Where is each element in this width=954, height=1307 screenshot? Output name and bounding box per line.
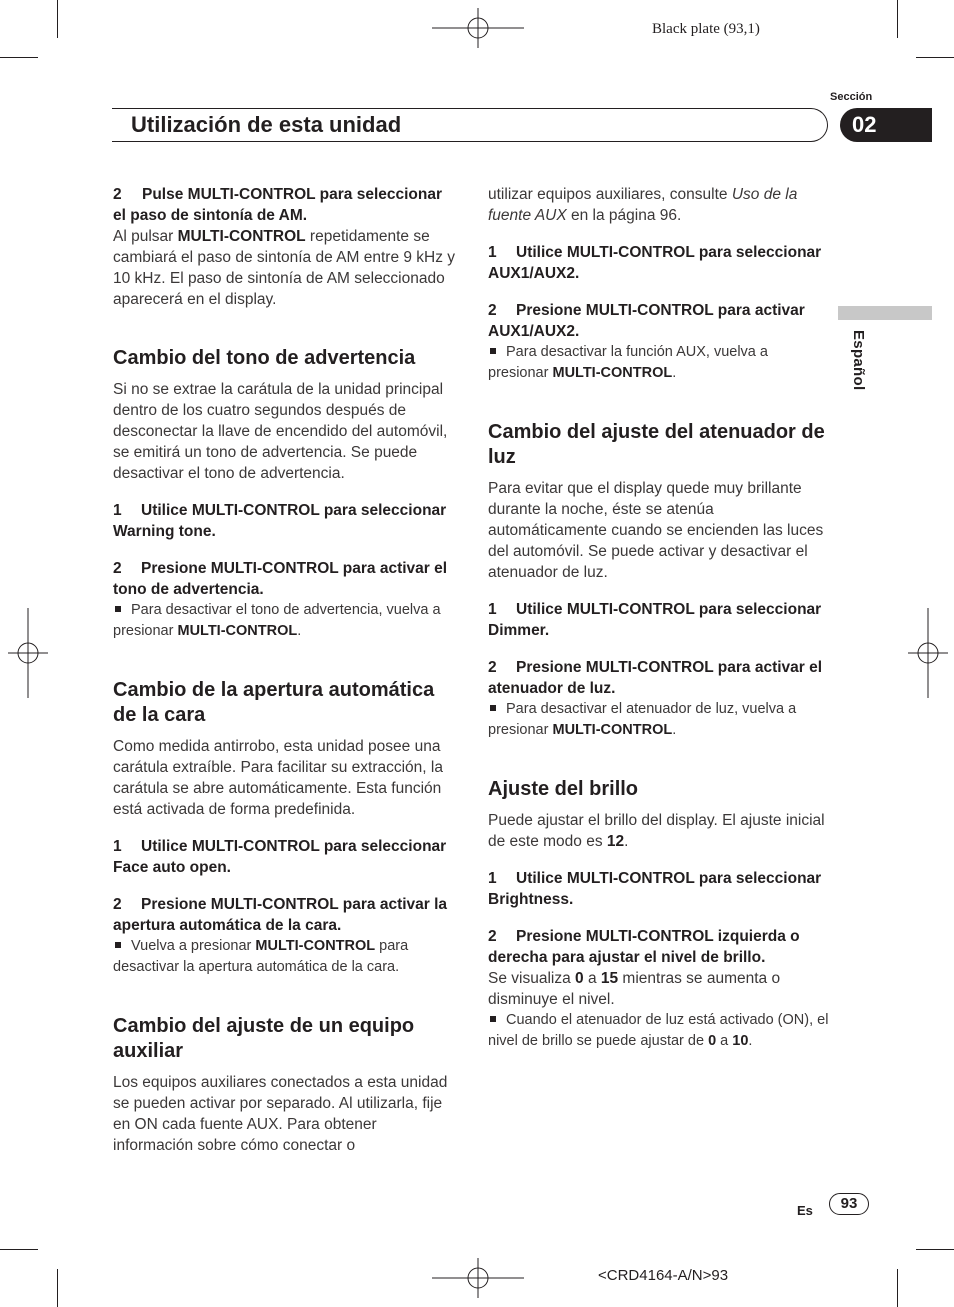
language-tab-label: Español — [850, 330, 867, 391]
body-text: Los equipos auxiliares conectados a esta unidad se pueden activar por separado. Al utilizarla, fije en ON cada fuente AUX. Para obtener información sobre cómo conectar o — [113, 1074, 448, 1154]
bullet-note: Vuelva a presionar MULTI-CONTROL para desactivar la apertura automática de la cara. — [113, 938, 409, 975]
body-text: utilizar equipos auxiliares, consulte Uso de la fuente AUX en la página 96. — [488, 186, 798, 224]
body-text: Al pulsar MULTI-CONTROL repetidamente se cambiará el paso de sintonía de AM entre 9 kHz y 10 kHz. El paso de sintonía de AM seleccionado aparecerá en el display. — [113, 228, 456, 308]
step-item: 1 Utilice MULTI-CONTROL para seleccionar Face auto open. — [113, 838, 447, 876]
step-item: 1 Utilice MULTI-CONTROL para seleccionar AUX1/AUX2. — [488, 244, 822, 282]
crop-mark — [57, 1269, 58, 1307]
bullet-square-icon — [490, 705, 496, 711]
section-heading: Cambio del tono de advertencia — [113, 347, 416, 369]
step-item: 2 Presione MULTI-CONTROL para activar el tono de advertencia. — [113, 560, 448, 598]
section-heading: Cambio de la apertura automática de la cara — [113, 679, 435, 726]
registration-mark-icon — [432, 8, 524, 48]
bullet-note: Para desactivar la función AUX, vuelva a presionar MULTI-CONTROL. — [488, 344, 768, 381]
section-number-badge: 02 — [840, 108, 932, 142]
bullet-square-icon — [490, 348, 496, 354]
step-item: 1 Utilice MULTI-CONTROL para seleccionar Warning tone. — [113, 502, 447, 540]
page-title: Utilización de esta unidad — [131, 112, 402, 137]
crop-mark — [0, 57, 38, 58]
registration-mark-icon — [908, 608, 948, 698]
step-item: 2 Presione MULTI-CONTROL para activar AUX1/AUX2. — [488, 302, 805, 340]
language-code: Es — [797, 1203, 813, 1218]
cross-reference-link[interactable]: Uso de la fuente AUX — [488, 186, 798, 224]
bullet-square-icon — [490, 1016, 496, 1022]
section-heading: Cambio del ajuste del atenuador de luz — [488, 421, 825, 468]
plate-label: Black plate (93,1) — [652, 21, 760, 37]
step-item: 2 Pulse MULTI-CONTROL para seleccionar el paso de sintonía de AM. — [113, 186, 443, 224]
step-item: 2 Presione MULTI-CONTROL para activar la apertura automática de la cara. — [113, 896, 448, 934]
crop-mark — [0, 1249, 38, 1250]
body-text: Se visualiza 0 a 15 mientras se aumenta o disminuye el nivel. — [488, 970, 781, 1008]
step-item: 1 Utilice MULTI-CONTROL para seleccionar Brightness. — [488, 870, 822, 908]
bullet-note: Cuando el atenuador de luz está activado (ON), el nivel de brillo se puede ajustar de 0 a 10. — [488, 1012, 829, 1049]
crop-mark — [897, 0, 898, 38]
step-item: 2 Presione MULTI-CONTROL izquierda o derecha para ajustar el nivel de brillo. — [488, 928, 800, 966]
section-heading: Cambio del ajuste de un equipo auxiliar — [113, 1015, 415, 1062]
body-text: Puede ajustar el brillo del display. El ajuste inicial de este modo es 12. — [488, 812, 825, 850]
page-number: 93 — [829, 1193, 869, 1215]
crop-mark — [57, 0, 58, 38]
document-code: <CRD4164-A/N>93 — [598, 1267, 729, 1284]
section-label: Sección — [830, 91, 873, 103]
language-tab-bar — [838, 306, 932, 320]
bullet-note: Para desactivar el atenuador de luz, vuelva a presionar MULTI-CONTROL. — [488, 701, 797, 738]
right-column — [488, 184, 832, 1052]
body-text: Si no se extrae la carátula de la unidad principal dentro de los cuatro segundos después de desconectar la llave de encendido del automóvil, se emitirá un tono de advertencia. Se puede desactivar el tono de advertencia. — [113, 381, 448, 482]
bullet-square-icon — [115, 606, 121, 612]
bullet-note: Para desactivar el tono de advertencia, vuelva a presionar MULTI-CONTROL. — [113, 602, 441, 639]
bullet-square-icon — [115, 942, 121, 948]
step-item: 1 Utilice MULTI-CONTROL para seleccionar Dimmer. — [488, 601, 822, 639]
crop-mark — [897, 1269, 898, 1307]
body-text: Como medida antirrobo, esta unidad posee una carátula extraíble. Para facilitar su extracción, la carátula se abre automáticamente. Esta función está activada de forma predefinida. — [113, 738, 443, 818]
registration-mark-icon — [432, 1258, 524, 1298]
registration-mark-icon — [8, 608, 48, 698]
crop-mark — [916, 57, 954, 58]
left-column — [113, 184, 457, 1156]
section-heading: Ajuste del brillo — [488, 778, 639, 800]
step-item: 2 Presione MULTI-CONTROL para activar el atenuador de luz. — [488, 659, 823, 697]
crop-mark — [916, 1249, 954, 1250]
body-text: Para evitar que el display quede muy brillante durante la noche, éste se atenúa automáticamente cuando se encienden las luces del automóvil. Se puede activar y desactivar el atenuador de luz. — [488, 480, 824, 581]
